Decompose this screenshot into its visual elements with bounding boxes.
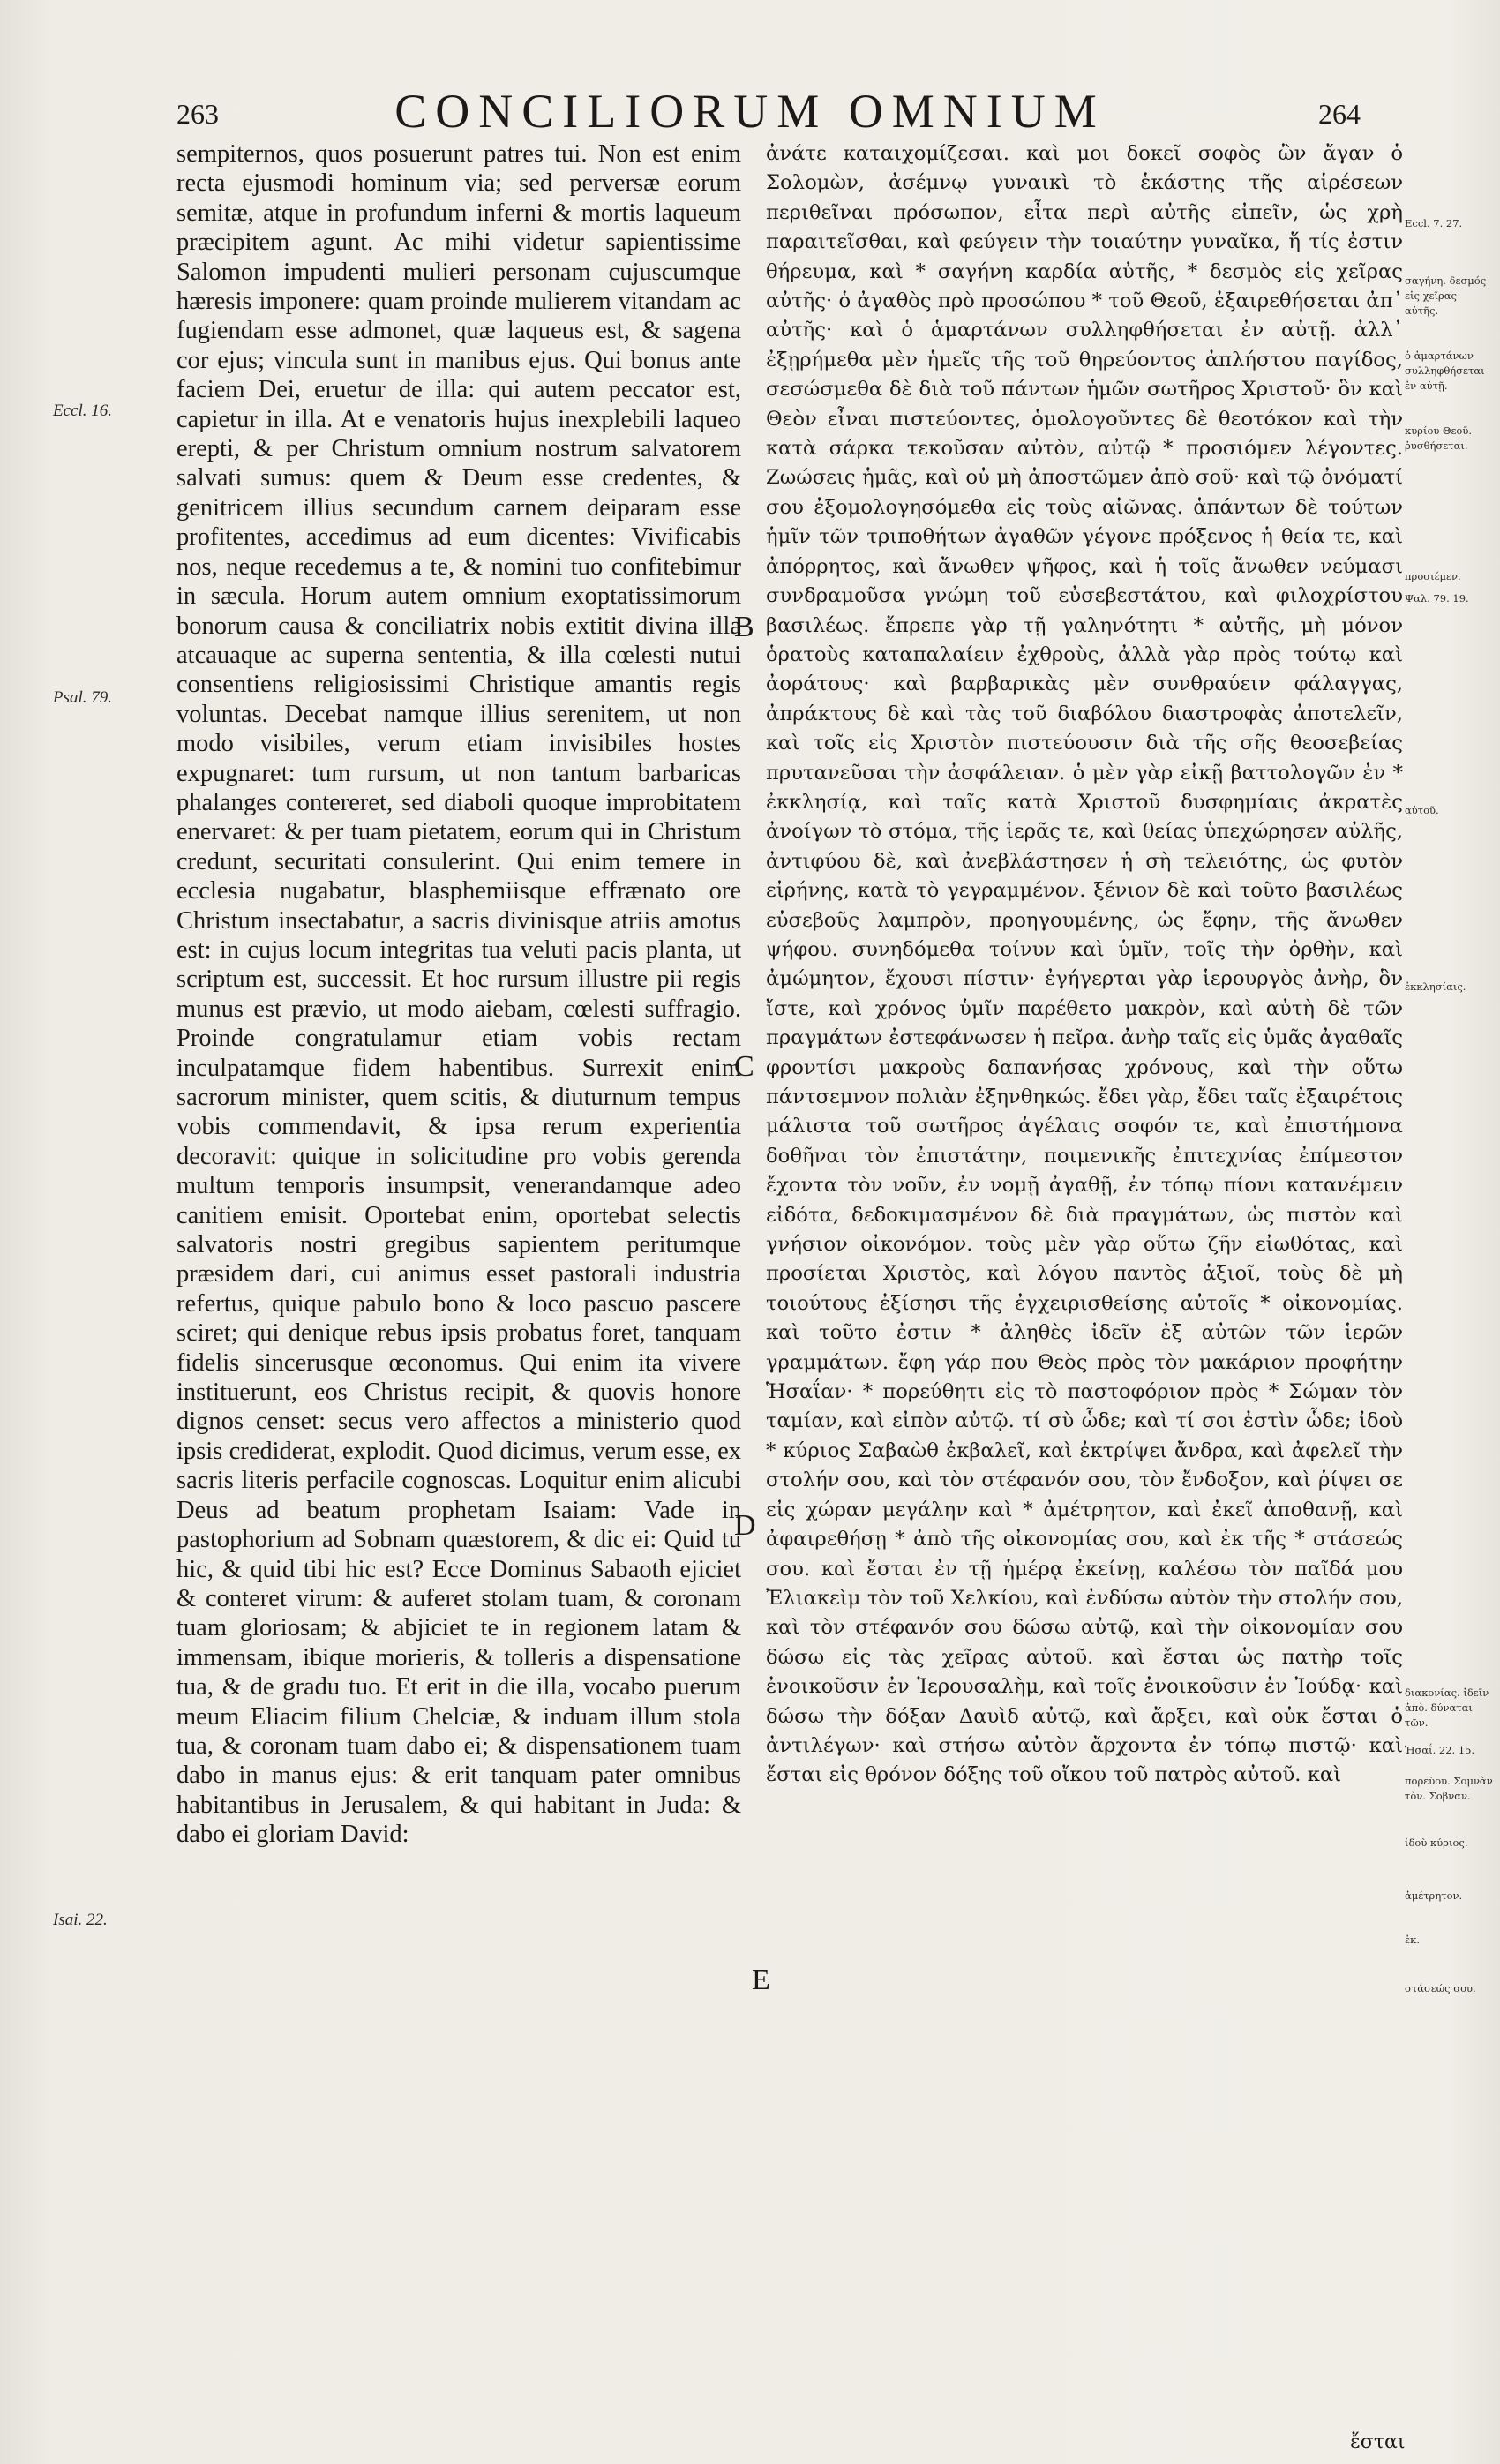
margin-note-right: ἰδοὺ κύριος. [1405,1837,1468,1849]
margin-note-right: στάσεώς σου. [1405,1982,1476,1994]
margin-note-right: ὁ ἁμαρτάνων συλληφθήσεται ἐν αὐτῇ. [1405,349,1485,392]
margin-note-left: Isai. 22. [53,1911,108,1929]
margin-note-right: ἐκκλησίαις. [1405,980,1466,993]
margin-note-right: ἀμέτρητον. [1405,1889,1463,1902]
catchword: ἔσται [1350,2431,1406,2453]
section-letter: C [734,1050,754,1083]
section-letter: D [734,1509,756,1542]
section-letter: E [752,1964,770,1996]
margin-note-left: Psal. 79. [53,688,113,707]
margin-note-right: προσιέμεν. [1405,570,1461,582]
page-header [132,84,1368,146]
margin-note-right: κυρίου Θεοῦ. ῥυσθήσεται. [1405,424,1472,452]
margin-note-right: ἐκ. [1405,1934,1421,1946]
margin-note-left: Eccl. 16. [53,402,113,420]
latin-column [176,139,741,2434]
margin-note-right: Ψαλ. 79. 19. [1405,592,1469,605]
margin-note-right: Ἠσαΐ. 22. 15. [1405,1744,1475,1756]
margin-note-right: σαγήνη. δεσμός εἰς χεῖρας αὐτῆς. [1405,274,1487,317]
running-title: CONCILIORUM OMNIUM [394,85,1106,138]
greek-column [766,139,1403,2434]
page-number-left: 263 [176,98,219,130]
page-number-right: 264 [1318,98,1361,130]
latin-text: sempiternos, quos posuerunt patres tui. Non est enim recta ejusmodi hominum via; sed perversæ eorum semitæ, atque in profundum inferni & mortis laqueum præcipitem agunt. Ac mihi videtur sapientissime Salomon impudenti mulieri personam cujuscumque hæresis imponere: quam proinde mulierem vitandam ac fugiendam esse admonet, quæ laqueus est, & sagena cor ejus; vincula sunt in manibus ejus. Qui bonus ante faciem Dei, eruetur de illa: qui autem peccator est, capietur in illa. At e venatoris hujus inexplebili laqueo erepti, & per Christum omnium nostrum salvatorem salvati sumus: quem & Deum esse credentes, & genitricem illius secundum carnem deiparam esse profitentes, accedimus ad eum dicentes: Vivificabis nos, neque recedemus a te, & nomini tuo confitebimur in sæcula. Horum autem omnium exoptatissimorum bonorum causa & conciliatrix nobis extitit divina illa atcauaque ac superna sententia, & illa cœlesti nutui consentiens religiosissimi Christique amantis regis voluntas. Decebat namque illius serenitem, ut non modo visibiles, verum etiam invisibiles hostes expugnaret: tum rursum, ut non tantum barbaricas phalanges contereret, sed diaboli quoque improbitatem enervaret: & per tuam pietatem, eorum qui in Christum credunt, securitati consulerint. Qui enim temere in ecclesia nugabatur, blasphemiisque effrænato ore Christum insectabatur, a sacris divinisque atriis amotus est: in cujus locum integritas tua veluti pacis planta, ut scriptum est, successit. Et hoc rursum illustre pii regis munus est prævio, ut modo aiebam, cœlesti suffragio. Proinde congratulamur etiam vobis rectam inculpatamque fidem habentibus. Surrexit enim sacrorum minister, quem scitis, & diuturnum tempus vobis commendavit, & ipsa rerum experientia decoravit: quique in solicitudine pro vobis gerenda multum temporis insumpsit, venerandamque adeo canitiem emisit. Oportebat enim, oportebat selectis salvatoris nostri gregibus sapientem peritumque præsidem dari, cui animus esset pastorali industria refertus, quique pabulo bono & loco pascuo pascere sciret; qui denique rebus ipsis probatus foret, tanquam fidelis sincerusque œconomus. Qui enim ita vivere instituerunt, eos Christus recipit, & quovis honore dignos censet: secus vero affectos a ministerio quod ipsis crediderat, explodit. Quod dicimus, verum esse, ex sacris literis perfacile cognoscas. Loquitur enim alicubi Deus ad beatum prophetam Isaiam: Vade in pastophorium ad Sobnam quæstorem, & dic ei: Quid tu hic, & quid tibi hic est? Ecce Dominus Sabaoth ejiciet & conteret virum: & auferet stolam tuam, & coronam tuam gloriosam; & abjiciet te in regionem latam & immensam, ibique morieris, & tolleris a dispensatione tua, & de gradu tuo. Et erit in die illa, vocabo puerum meum Eliacim filium Chelciæ, & induam illum stola tua, & coronam tuam dabo ei; & dispensationem tuam dabo in manus ejus: & erit tanquam pater omnibus habitantibus in Jerusalem, & qui habitant in Juda: & dabo ei gloriam David: [176,140,741,1849]
margin-note-right: Eccl. 7. 27. [1405,217,1463,229]
greek-text: ἀνάτε καταιχομίζεσαι. καὶ μοι δοκεῖ σοφὸς ὢν ἄγαν ὁ Σολομὼν, ἀσέμνῳ γυναικὶ τὸ ἑκάστης τῆς αἱρέσεων περιθεῖναι πρόσωπον, εἶτα περὶ αὐτῆς εἰπεῖν, ὡς χρὴ παραιτεῖσθαι, καὶ φεύγειν τὴν τοιαύτην γυναῖκα, ἥ τίς ἐστιν θήρευμα, καὶ * σαγήνη καρδία αὐτῆς, * δεσμὸς εἰς χεῖρας αὐτῆς· ὁ ἀγαθὸς πρὸ προσώπου * τοῦ Θεοῦ, ἐξαιρεθήσεται ἀπ᾽ αὐτῆς· καὶ ὁ ἁμαρτάνων συλληφθήσεται ἐν αὐτῇ. ἀλλ᾽ ἐξῃρήμεθα μὲν ἡμεῖς τῆς τοῦ θηρεύοντος ἀπλήστου παγίδος, σεσώσμεθα δὲ διὰ τοῦ πάντων ἡμῶν σωτῆρος Χριστοῦ· ὃν καὶ Θεὸν εἶναι πιστεύοντες, ὁμολογοῦντες δὲ θεοτόκον καὶ τὴν κατὰ σάρκα τεκοῦσαν αὐτὸν, αὐτῷ * προσιόμεν λέγοντες. Ζωώσεις ἡμᾶς, καὶ οὐ μὴ ἀποστῶμεν ἀπὸ σοῦ· καὶ τῷ ὀνόματί σου ἐξομολογησόμεθα εἰς τοὺς αἰῶνας. ἁπάντων δὲ τούτων ἡμῖν τῶν τριποθήτων ἀγαθῶν γέγονε πρόξενος ἡ θεία τε, καὶ ἀπόρρητος, καὶ ἄνωθεν ψῆφος, καὶ ἡ τοῖς ἄνωθεν νεύμασι συνδραμοῦσα γνώμη τοῦ εὐσεβεστάτου, καὶ φιλοχρίστου βασιλέως. ἔπρεπε γὰρ τῇ γαληνότητι * αὐτῆς, μὴ μόνον ὁρατοὺς καταπαλαίειν ἐχθροὺς, ἀλλὰ γὰρ πρὸς τούτῳ καὶ ἀοράτους· καὶ βαρβαρικὰς μὲν συνθραύειν φάλαγγας, ἀπράκτους δὲ καὶ τὰς τοῦ διαβόλου διαστροφὰς ἀποτελεῖν, καὶ τοῖς εἰς Χριστὸν πιστεύουσιν διὰ τῆς σῆς θεοσεβείας πρυτανεῦσαι τὴν ἀσφάλειαν. ὁ μὲν γὰρ εἰκῇ βαττολογῶν ἐν * ἐκκλησίᾳ, καὶ ταῖς κατὰ Χριστοῦ δυσφημίαις ἀκρατὲς ἀνοίγων τὸ στόμα, τῆς ἱερᾶς τε, καὶ θείας ὑπεχώρησεν αὐλῆς, ἀντιφύου δὲ, καὶ ἀνεβλάστησεν ἡ σὴ τελειότης, ὡς φυτὸν εἰρήνης, κατὰ τὸ γεγραμμένον. ξένιον δὲ καὶ τοῦτο βασιλέως εὐσεβοῦς λαμπρὸν, προηγουμένης, ὡς ἔφην, τῆς ἄνωθεν ψήφου. συνηδόμεθα τοίνυν καὶ ὑμῖν, τοῖς τὴν ὀρθὴν, καὶ ἀμώμητον, ἔχουσι πίστιν· ἐγήγερται γὰρ ἱερουργὸς ἀνὴρ, ὃν ἴστε, καὶ χρόνος ὑμῖν παρέθετο μακρὸν, καὶ αὐτὴ δὲ τῶν πραγμάτων ἐστεφάνωσεν ἡ πεῖρα. ἀνὴρ ταῖς εἰς ὑμᾶς ἀγαθαῖς φροντίσι μακροὺς δαπανήσας χρόνους, καὶ τὴν οὕτω πάντσεμνον πολιὰν ἐξηνθηκώς. ἔδει γὰρ, ἔδει ταῖς ἐξαιρέτοις μάλιστα τοῦ σωτῆρος ἀγέλαις σοφόν τε, καὶ ἐπιστήμονα δοθῆναι τὸν ἐπιστάτην, ποιμενικῆς ἐπιτεχνίας ἐπίμεστον ἔχοντα τὸν νοῦν, ἐν νομῇ ἀγαθῇ, ἐν τόπῳ πίονι κατανέμειν εἰδότα, δεδοκιμασμένον δὲ διὰ πραγμάτων, ὡς πιστὸν καὶ γνήσιον οἰκονόμον. τοὺς μὲν γὰρ οὕτω ζῆν εἰωθότας, καὶ προσίεται Χριστὸς, καὶ λόγου παντὸς ἀξιοῖ, τοὺς δὲ μὴ τοιούτους ἐξίσησι τῆς ἐγχειρισθείσης αὐτοῖς * οἰκονομίας. καὶ τοῦτο ἐστιν * ἀληθὲς ἰδεῖν ἐξ αὐτῶν τῶν ἱερῶν γραμμάτων. ἔφη γάρ που Θεὸς πρὸς τὸν μακάριον προφήτην Ἡσαΐαν· * πορεύθητι εἰς τὸ παστοφόριον πρὸς * Σώμαν τὸν ταμίαν, καὶ εἰπὸν αὐτῷ. τί σὺ ὧδε; καὶ τί σοι ἐστὶν ὧδε; ἰδοὺ * κύριος Σαβαὼθ ἐκβαλεῖ, καὶ ἐκτρίψει ἄνδρα, καὶ ἀφελεῖ τὴν στολήν σου, καὶ τὸν στέφανόν σου, τὸν ἔνδοξον, καὶ ῥίψει σε εἰς χώραν μεγάλην καὶ * ἀμέτρητον, καὶ ἐκεῖ ἀποθανῇ, καὶ ἀφαιρεθήσῃ * ἀπὸ τῆς οἰκονομίας σου, καὶ ἐκ τῆς * στάσεώς σου. καὶ ἔσται ἐν τῇ ἡμέρᾳ ἐκείνῃ, καλέσω τὸν παῖδά μου Ἐλιακεὶμ τὸν τοῦ Χελκίου, καὶ ἐνδύσω αὐτὸν τὴν στολήν σου, καὶ τὸν στέφανόν σου δώσω αὐτῷ, καὶ τὴν οἰκονομίαν σου δώσω εἰς τὰς χεῖρας αὐτοῦ. καὶ ἔσται ὡς πατὴρ τοῖς ἐνοικοῦσιν ἐν Ἱερουσαλὴμ, καὶ τοῖς ἐνοικοῦσιν ἐν Ἰούδᾳ· καὶ δώσω τὴν δόξαν Δαυὶδ αὐτῷ, καὶ ἄρξει, καὶ οὐκ ἔσται ὁ ἀντιλέγων· καὶ στήσω αὐτὸν ἄρχοντα ἐν τόπῳ πιστῷ· καὶ ἔσται εἰς θρόνον δόξης τοῦ οἴκου τοῦ πατρὸς αὐτοῦ. καὶ [766,142,1403,1787]
margin-note-right: αὐτοῦ. [1405,804,1439,816]
margin-note-right: διακονίας. ἰδεῖν ἀπὸ. δύναται τῶν. [1405,1686,1489,1729]
section-letter: B [734,611,754,643]
margin-note-right: πορεύου. Σομνὰν τὸν. Σοβναν. [1405,1775,1493,1802]
